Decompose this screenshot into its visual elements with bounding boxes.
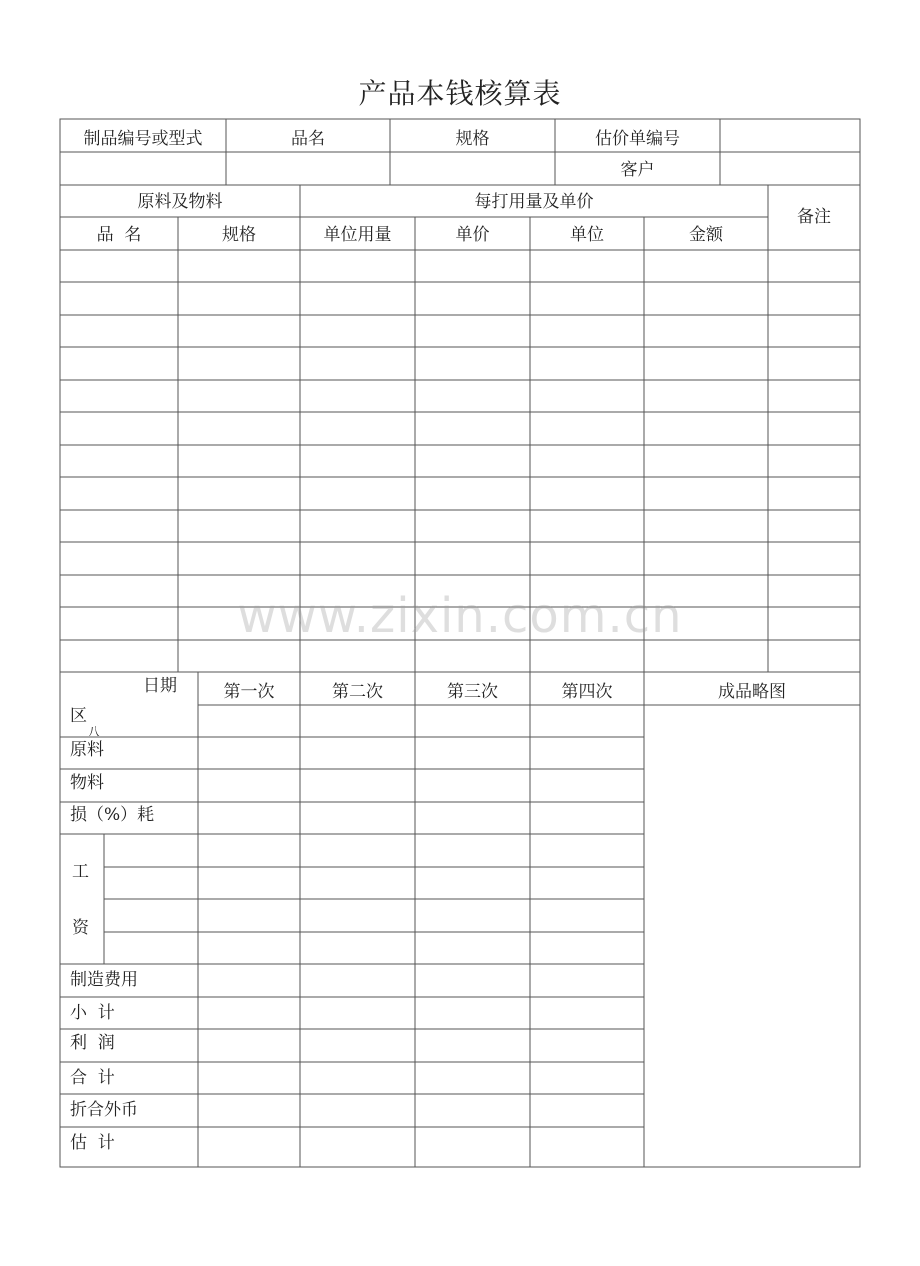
watermark: www.zixin.com.cn <box>237 588 683 644</box>
row-wage-top: 工 <box>72 862 89 882</box>
column-second: 第二次 <box>332 682 383 702</box>
corner-fragment: 八 <box>88 726 101 736</box>
remarks-label: 备注 <box>797 207 831 227</box>
name-label: 品名 <box>291 129 325 149</box>
sketch-label: 成品略图 <box>718 682 786 702</box>
spec-label: 规格 <box>455 129 490 149</box>
row-estimate: 估 计 <box>70 1133 115 1153</box>
column-first: 第一次 <box>223 682 275 702</box>
column-unit: 单位 <box>570 225 604 245</box>
column-unit-usage: 单位用量 <box>323 225 392 245</box>
page-title: 产品本钱核算表 <box>358 77 562 110</box>
materials-group-label: 原料及物料 <box>137 192 223 212</box>
row-manufacturing-cost: 制造费用 <box>70 970 138 990</box>
row-material: 物料 <box>70 773 104 793</box>
row-foreign-currency: 折合外币 <box>70 1100 138 1120</box>
column-unit-price: 单价 <box>455 225 490 245</box>
corner-date-label: 日期 <box>143 676 177 696</box>
quote-no-label: 估价单编号 <box>595 129 680 149</box>
column-fourth: 第四次 <box>561 682 613 702</box>
usage-group-label: 每打用量及单价 <box>474 192 594 212</box>
product-no-label: 制品编号或型式 <box>83 129 203 149</box>
row-raw-material: 原料 <box>70 740 104 760</box>
column-amount: 金额 <box>689 225 723 245</box>
row-total: 合 计 <box>70 1068 115 1088</box>
column-spec: 规格 <box>222 225 256 245</box>
row-loss: 损（%）耗 <box>70 805 155 825</box>
row-profit: 利 润 <box>70 1033 115 1053</box>
column-item-name: 品 名 <box>96 225 142 245</box>
corner-area-label: 区 <box>70 706 87 726</box>
customer-label: 客户 <box>620 160 655 180</box>
column-third: 第三次 <box>447 682 498 702</box>
row-wage-bottom: 资 <box>72 918 89 938</box>
row-subtotal: 小 计 <box>70 1003 115 1023</box>
